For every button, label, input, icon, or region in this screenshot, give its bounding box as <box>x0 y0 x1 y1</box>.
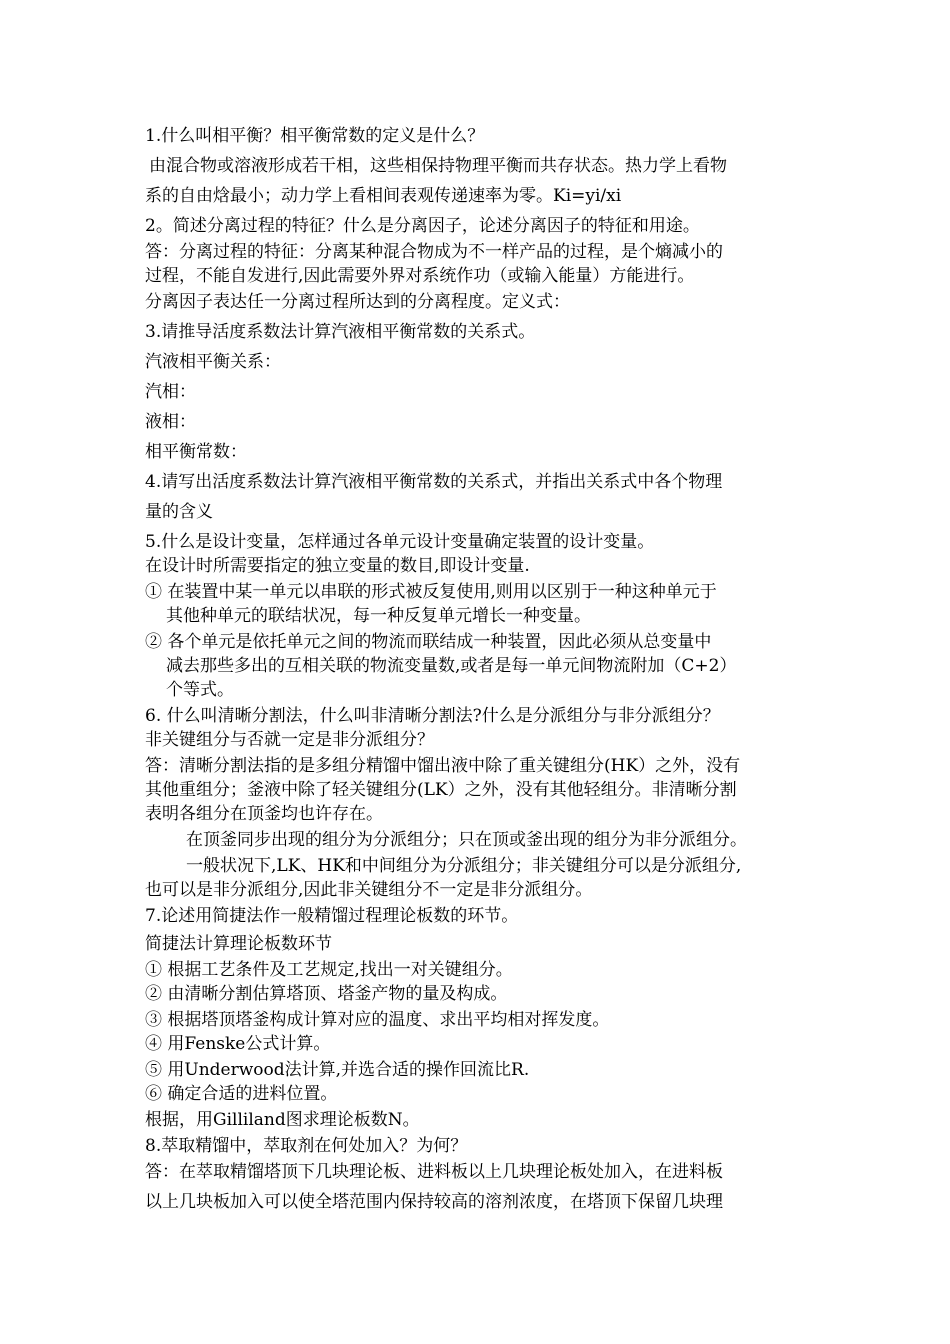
q7-list-item: ③ 根据塔顶塔釜构成计算对应的温度、求出平均相对挥发度。 <box>145 1010 610 1030</box>
q2-heading: 2。简述分离过程的特征？什么是分离因子，论述分离因子的特征和用途。 <box>145 216 700 236</box>
q6-heading: 非关键组分与否就一定是非分派组分？ <box>145 730 434 750</box>
q4-heading: 量的含义 <box>145 502 213 522</box>
q8-answer-line: 以上几块板加入可以使全塔范围内保持较高的溶剂浓度，在塔顶下保留几块理 <box>145 1192 723 1212</box>
q2-answer-line: 过程，不能自发进行,因此需要外界对系统作功（或输入能量）方能进行。 <box>145 266 695 286</box>
q8-heading: 8.萃取精馏中，萃取剂在何处加入？为何？ <box>145 1136 468 1156</box>
q5-list-item: ① 在装置中某一单元以串联的形式被反复使用,则用以区别于一种这种单元于 <box>145 582 717 602</box>
q6-answer-line: 其他重组分；釜液中除了轻关键组分(LK）之外，没有其他轻组分。非清晰分割 <box>145 780 737 800</box>
q8-answer-line: 答：在萃取精馏塔顶下几块理论板、进料板以上几块理论板处加入，在进料板 <box>145 1162 723 1182</box>
q5-list-item: 个等式。 <box>166 680 234 700</box>
q2-answer-line: 答：分离过程的特征：分离某种混合物成为不一样产品的过程，是个熵减小的 <box>145 242 723 262</box>
q7-list-item: ② 由清晰分割估算塔顶、塔釜产物的量及构成。 <box>145 984 508 1004</box>
q7-answer-line: 简捷法计算理论板数环节 <box>145 934 332 954</box>
q7-list-item: ① 根据工艺条件及工艺规定,找出一对关键组分。 <box>145 960 513 980</box>
q1-answer-line: 由混合物或溶液形成若干相，这些相保持物理平衡而共存状态。热力学上看物 <box>149 156 727 176</box>
q5-list-item: ② 各个单元是依托单元之间的物流而联结成一种装置，因此必须从总变量中 <box>145 632 712 652</box>
q6-answer-line: 一般状况下,LK、HK和中间组分为分派组分；非关键组分可以是分派组分, <box>186 856 742 876</box>
q2-answer-line: 分离因子表达任一分离过程所达到的分离程度。定义式： <box>145 292 570 312</box>
q1-heading: 1.什么叫相平衡？相平衡常数的定义是什么？ <box>145 126 485 146</box>
q5-heading: 5.什么是设计变量，怎样通过各单元设计变量确定装置的设计变量。 <box>145 532 655 552</box>
q1-answer-line: 系的自由焓最小；动力学上看相间表观传递速率为零。Ki=yi/xi <box>145 186 622 206</box>
q7-heading: 7.论述用简捷法作一般精馏过程理论板数的环节。 <box>145 906 519 926</box>
q3-answer-line: 汽相： <box>145 382 196 402</box>
q6-answer-line: 也可以是非分派组分,因此非关键组分不一定是非分派组分。 <box>145 880 593 900</box>
q7-list-item: ⑥ 确定合适的进料位置。 <box>145 1084 338 1104</box>
q5-answer-line: 在设计时所需要指定的独立变量的数目,即设计变量. <box>145 556 530 576</box>
q6-heading: 6. 什么叫清晰分割法，什么叫非清晰分割法?什么是分派组分与非分派组分？ <box>145 706 720 726</box>
q7-answer-line: 根据，用Gilliland图求理论板数N。 <box>145 1110 420 1130</box>
q3-answer-line: 液相： <box>145 412 196 432</box>
q3-answer-line: 汽液相平衡关系： <box>145 352 281 372</box>
q6-answer-line: 表明各组分在顶釜均也许存在。 <box>145 804 383 824</box>
q5-list-item: 其他种单元的联结状况，每一种反复单元增长一种变量。 <box>166 606 591 626</box>
q3-heading: 3.请推导活度系数法计算汽液相平衡常数的关系式。 <box>145 322 536 342</box>
q6-answer-line: 答：清晰分割法指的是多组分精馏中馏出液中除了重关键组分(HK）之外，没有 <box>145 756 741 776</box>
q6-answer-line: 在顶釜同步出现的组分为分派组分；只在顶或釜出现的组分为非分派组分。 <box>186 830 747 850</box>
q4-heading: 4.请写出活度系数法计算汽液相平衡常数的关系式，并指出关系式中各个物理 <box>145 472 723 492</box>
q5-list-item: 减去那些多出的互相关联的物流变量数,或者是每一单元间物流附加（C+2） <box>166 656 737 676</box>
q3-answer-line: 相平衡常数： <box>145 442 247 462</box>
q7-list-item: ④ 用Fenske公式计算。 <box>145 1034 331 1054</box>
q7-list-item: ⑤ 用Underwood法计算,并选合适的操作回流比R. <box>145 1060 530 1080</box>
